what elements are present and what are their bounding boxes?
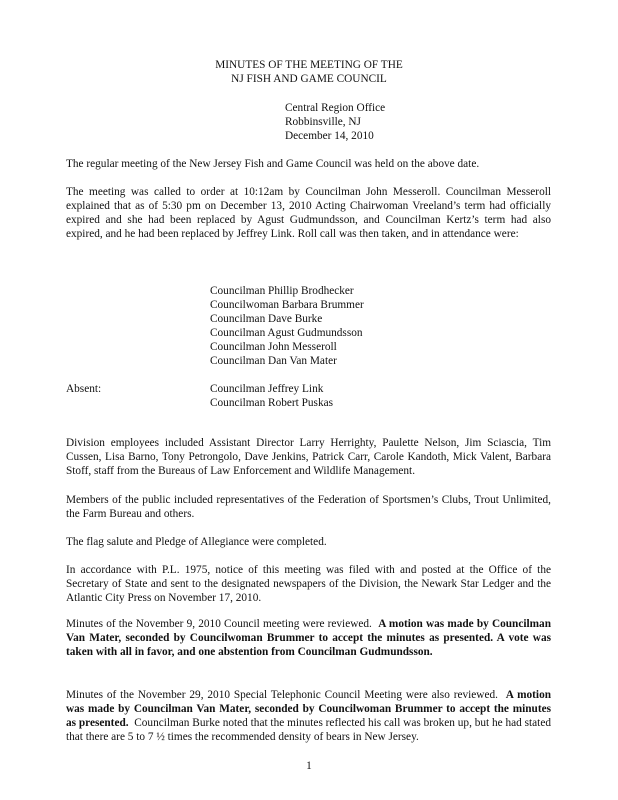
- minutes-nov9-paragraph: [66, 617, 551, 659]
- attendee-3: Councilman Dave Burke: [210, 313, 323, 325]
- absent-label: Absent:: [66, 383, 102, 395]
- attendee-6: Councilman Dan Van Mater: [210, 355, 337, 367]
- absent-member-2: Councilman Robert Puskas: [210, 397, 334, 409]
- minutes-nov9-text: Minutes of the November 9, 2010 Council meeting were reviewed.: [66, 618, 372, 630]
- location-office: Central Region Office: [285, 102, 386, 114]
- title-line-2: NJ FISH AND GAME COUNCIL: [231, 73, 387, 85]
- division-employees-paragraph: Division employees included Assistant Director Larry Herrighty, Paulette Nelson, Jim Sciascia, Tim Cussen, Lisa Barno, Tony Petrongolo, Dave Jenkins, Patrick Carr, Carole Kandoth, Mick Valent, Barbara Stoff, staff from the Bureaus of Law Enforcement and Wildlife Management.: [66, 437, 551, 477]
- absent-member-1: Councilman Jeffrey Link: [210, 383, 324, 395]
- meeting-date: December 14, 2010: [285, 130, 374, 142]
- attendee-5: Councilman John Messeroll: [210, 341, 337, 353]
- page-number: 1: [306, 760, 312, 772]
- minutes-nov9-motion: A motion was made by Councilman Van Mater, seconded by Councilwoman Brummer to accept the minutes as presented. A vote was taken with all in favor, and one abstention from Councilman Gudmundsson.: [66, 618, 551, 658]
- minutes-nov29-note: Councilman Burke noted that the minutes reflected his call was broken up, but he had stated that there are 5 to 7 ½ times the recommended density of bears in New Jersey.: [66, 717, 551, 743]
- location-city: Robbinsville, NJ: [285, 116, 361, 128]
- attendee-1: Councilman Phillip Brodhecker: [210, 285, 354, 297]
- minutes-nov29-text: Minutes of the November 29, 2010 Special Telephonic Council Meeting were also reviewed.: [66, 689, 498, 701]
- minutes-nov29-paragraph: [66, 688, 551, 744]
- notice-paragraph: In accordance with P.L. 1975, notice of this meeting was filed with and posted at the Office of the Secretary of State and sent to the designated newspapers of the Division, the Newark Star Ledger and the Atlantic City Press on November 17, 2010.: [66, 564, 551, 604]
- attendee-4: Councilman Agust Gudmundsson: [210, 327, 363, 339]
- title-line-1: MINUTES OF THE MEETING OF THE: [215, 59, 403, 71]
- flag-salute-paragraph: The flag salute and Pledge of Allegiance were completed.: [66, 536, 327, 548]
- minutes-nov29-motion: A motion was made by Councilman Van Mater, seconded by Councilwoman Brummer to accept the minutes as presented.: [66, 689, 551, 729]
- call-to-order-paragraph: The meeting was called to order at 10:12am by Councilman John Messeroll. Councilman Messeroll explained that as of 5:30 pm on December 13, 2010 Acting Chairwoman Vreeland’s term had officially expired and she had been replaced by Agust Gudmundsson, and Councilman Kertz’s term had also expired, and he had been replaced by Jeffrey Link. Roll call was then taken, and in attendance were:: [66, 186, 551, 240]
- public-paragraph: Members of the public included representatives of the Federation of Sportsmen’s Clubs, Trout Unlimited, the Farm Bureau and others.: [66, 494, 551, 520]
- intro-paragraph: The regular meeting of the New Jersey Fish and Game Council was held on the above date.: [66, 158, 480, 170]
- attendee-2: Councilwoman Barbara Brummer: [210, 299, 364, 311]
